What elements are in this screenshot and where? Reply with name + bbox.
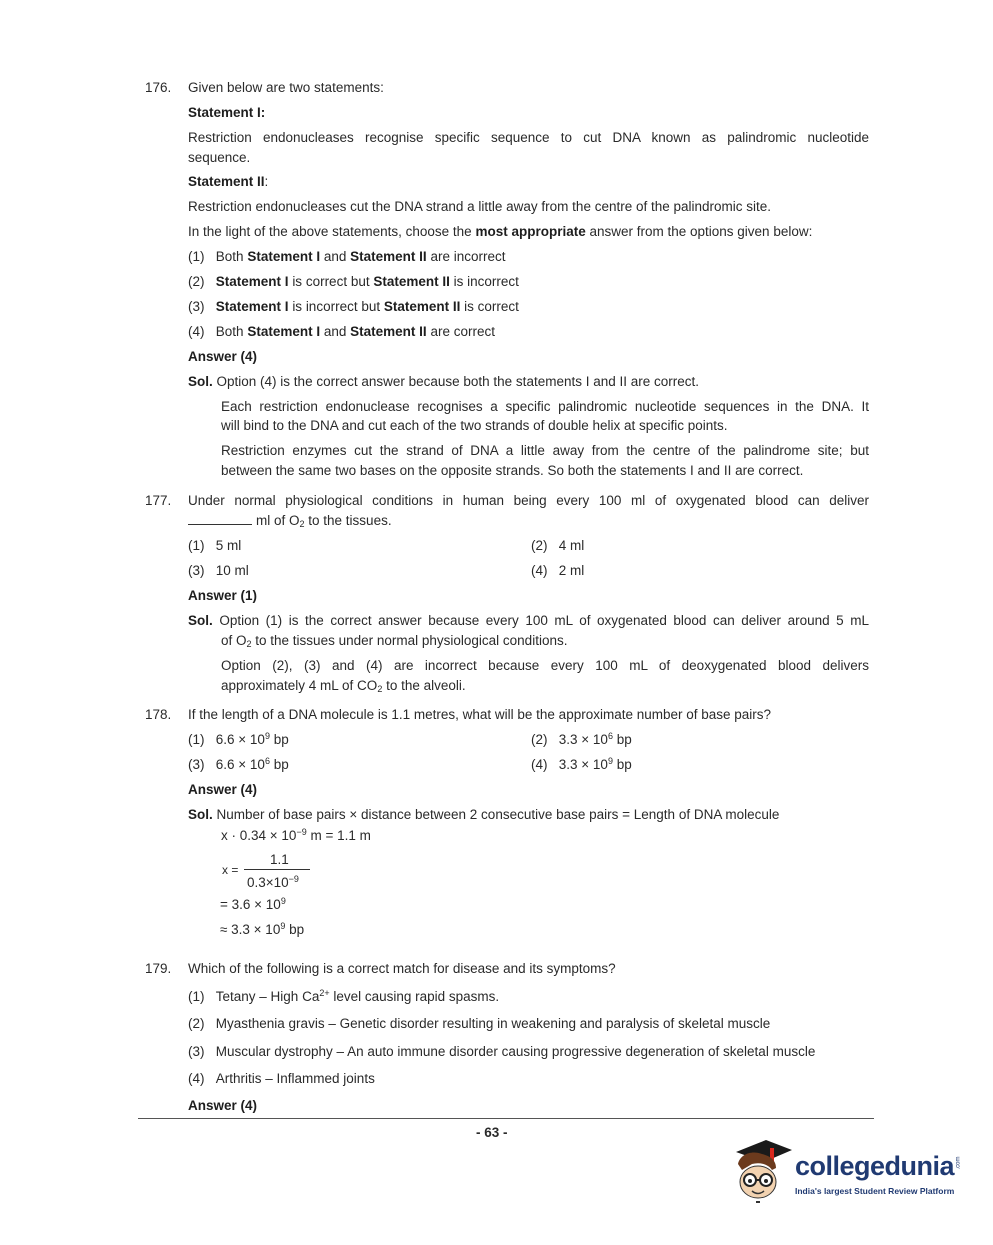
q176-solution-p3-line2: between the same two bases on the opposite strands. So both the statements I and II are correct. [221,463,804,478]
q178-number: 178. [145,707,172,722]
q177-option-2[interactable]: (2) 4 ml [531,538,585,553]
brand-domain: .com [955,1156,962,1170]
q178-option-1[interactable]: (1) $6.6 \times 10^9$ bp [188,731,289,747]
q176-option-2[interactable]: (2) Statement I is correct but Statement II is incorrect [188,274,519,289]
q177-stem-line2: ml of $O_2$ to the tissues. [188,512,392,529]
q176-option-1[interactable]: (1) Both Statement I and Statement II are incorrect [188,249,506,264]
q177-answer: Answer (1) [188,588,258,603]
q178-option-2[interactable]: (2) $3.3 \times 10^6$ bp [531,731,632,747]
q177-solution-p2-line1: Option (2), (3) and (4) are incorrect because every 100 mL of deoxygenated blood delivers [221,658,869,673]
q176-number: 176. [145,80,172,95]
q176-statement1-line2: sequence. [188,150,251,165]
q179-stem: Which of the following is a correct match for disease and its symptoms? [188,961,616,976]
q179-number: 179. [145,961,172,976]
q178-option-3[interactable]: (3) $6.6 \times 10^6$ bp [188,756,289,772]
footer-divider [138,1118,874,1119]
q176-solution-p2-line2: will bind to the DNA and cut each of the two strands of double helix at specific points. [221,418,728,433]
q176-solution-p2-line1: Each restriction endonuclease recognises a specific palindromic nucleotide sequences in the DNA. It [221,399,869,414]
mascot-icon [732,1138,794,1206]
page-number: - 63 - [476,1125,508,1140]
q177-option-4[interactable]: (4) 2 ml [531,563,585,578]
brand-tagline: India's largest Student Review Platform [795,1186,955,1196]
brand-logo: collegedunia [795,1151,955,1181]
q177-stem-line1: Under normal physiological conditions in human being every 100 ml of oxygenated blood can deliver [188,493,869,508]
q176-statement1-line1: Restriction endonucleases recognise specific sequence to cut DNA known as palindromic nucleotide [188,130,869,145]
q177-option-3[interactable]: (3) 10 ml [188,563,249,578]
q179-option-4[interactable]: (4) Arthritis – Inflammed joints [188,1071,375,1086]
q176-stem: Given below are two statements: [188,80,384,95]
q177-solution-p2-line2: approximately 4 mL of $CO_2$ to the alveoli. [221,678,466,694]
q179-option-1[interactable]: (1) Tetany – High $Ca^{2+}$ level causing rapid spasms. [188,988,500,1004]
q176-answer: Answer (4) [188,349,258,364]
q178-option-4[interactable]: (4) $3.3 \times 10^9$ bp [531,756,632,772]
q176-option-4[interactable]: (4) Both Statement I and Statement II are correct [188,324,495,339]
q176-statement1-label: Statement I: [188,105,266,120]
q178-fraction-numerator: 1.1 [270,852,289,867]
q178-equation-3: = $3.6 \times 10^9$ [220,896,286,912]
q178-answer: Answer (4) [188,782,258,797]
q176-solution-line1: Sol. Option (4) is the correct answer because both the statements I and II are correct. [188,374,700,389]
q179-option-2[interactable]: (2) Myasthenia gravis – Genetic disorder resulting in weakening and paralysis of skeletal muscle [188,1016,771,1031]
fraction-bar [244,869,310,870]
q177-solution-line1: Sol. Option (1) is the correct answer because every 100 mL of oxygenated blood can deliver around 5 mL [188,613,869,628]
answer-blank [188,512,252,525]
q176-statement2-label: Statement II: [188,174,269,189]
q176-instruction: In the light of the above statements, choose the most appropriate answer from the options given below: [188,224,813,239]
q177-solution-line2: of $O_2$ to the tissues under normal physiological conditions. [221,633,568,649]
q178-equation-1: $x \cdot 0.34 \times 10^{-9}$ m = 1.1 m [221,827,371,843]
q178-equation-4: ≈ $3.3 \times 10^9$ bp [220,921,305,937]
q176-solution-p3-line1: Restriction enzymes cut the strand of DNA a little away from the centre of the palindrome site; but [221,443,869,458]
q178-stem: If the length of a DNA molecule is 1.1 metres, what will be the approximate number of base pairs? [188,707,772,722]
q178-fraction-lhs: x = [222,863,239,877]
q178-fraction-denominator: $0.3\times 10^{-9}$ [247,874,299,890]
q177-option-1[interactable]: (1) 5 ml [188,538,242,553]
q179-answer: Answer (4) [188,1098,258,1113]
q176-statement2-text: Restriction endonucleases cut the DNA strand a little away from the centre of the palindromic site. [188,199,772,214]
q176-option-3[interactable]: (3) Statement I is incorrect but Statement II is correct [188,299,519,314]
q178-solution-line1: Sol. Number of base pairs × distance between 2 consecutive base pairs = Length of DNA molecule [188,807,780,822]
q177-number: 177. [145,493,172,508]
q179-option-3[interactable]: (3) Muscular dystrophy – An auto immune disorder causing progressive degeneration of skeletal muscle [188,1044,816,1059]
